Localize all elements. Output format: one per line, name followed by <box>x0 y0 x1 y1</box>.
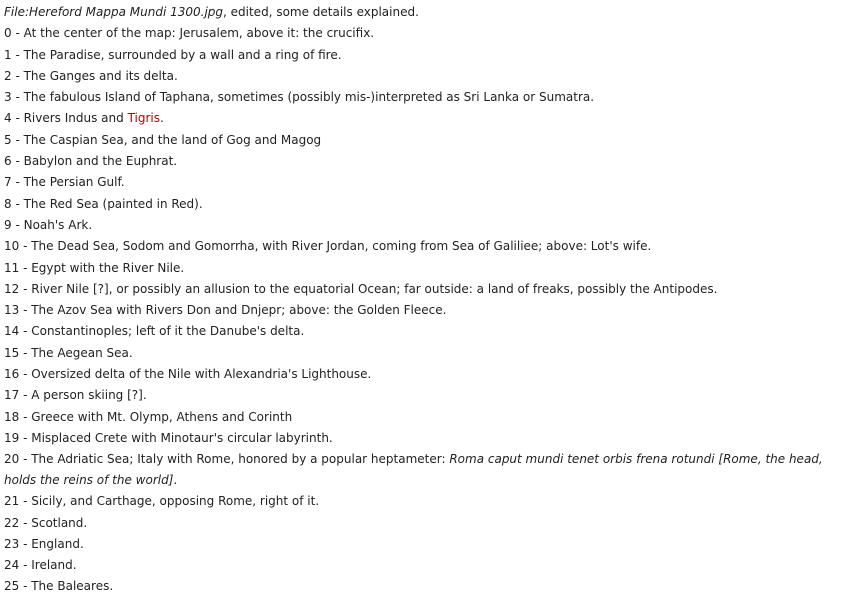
list-item: 5 - The Caspian Sea, and the land of Gog and Magog <box>4 132 322 147</box>
list-item: 16 - Oversized delta of the Nile with Alexandria's Lighthouse. <box>4 367 372 382</box>
list-item-text: . <box>160 111 164 126</box>
list-item: 24 - Ireland. <box>4 558 77 573</box>
list-item: 6 - Babylon and the Euphrat. <box>4 154 178 169</box>
list-item <box>4 108 850 129</box>
list-item: 25 - The Baleares. <box>4 579 114 594</box>
caption-header-rest: , edited, some details explained. <box>223 5 419 19</box>
caption-header <box>4 2 850 23</box>
file-name: File:Hereford Mappa Mundi 1300.jpg <box>4 5 224 19</box>
list-item: 7 - The Persian Gulf. <box>4 175 125 190</box>
list-item: 21 - Sicily, and Carthage, opposing Rome, right of it. <box>4 494 320 509</box>
list-item: 3 - The fabulous Island of Taphana, sometimes (possibly mis-)interpreted as Sri Lanka or Sumatra. <box>4 90 595 105</box>
list-item: 19 - Misplaced Crete with Minotaur's circular labyrinth. <box>4 430 333 445</box>
list-item: 12 - River Nile [?], or possibly an allusion to the equatorial Ocean; far outside: a land of freaks, possibly the Antipodes. <box>4 281 718 296</box>
list-item-text: 20 - The Adriatic Sea; Italy with Rome, honored by a popular heptameter: <box>4 452 450 467</box>
list-item: 2 - The Ganges and its delta. <box>4 68 178 83</box>
list-item: 13 - The Azov Sea with Rivers Don and Dnjepr; above: the Golden Fleece. <box>4 303 447 318</box>
list-item: 15 - The Aegean Sea. <box>4 345 133 360</box>
list-item: 10 - The Dead Sea, Sodom and Gomorrha, with River Jordan, coming from Sea of Galiliee; above: Lot's wife. <box>4 239 652 254</box>
list-item: 22 - Scotland. <box>4 515 88 530</box>
list-item: 11 - Egypt with the River Nile. <box>4 260 185 275</box>
list-item: 1 - The Paradise, surrounded by a wall and a ring of fire. <box>4 47 342 62</box>
list-item: 9 - Noah's Ark. <box>4 217 93 232</box>
list-item: 8 - The Red Sea (painted in Red). <box>4 196 203 211</box>
tigris-link[interactable]: Tigris <box>127 111 161 126</box>
list-item <box>4 449 850 491</box>
heptameter-quote: Roma caput mundi tenet orbis frena rotundi [Rome, the head, holds the reins of the world] <box>4 452 823 488</box>
list-item: 14 - Constantinoples; left of it the Danube's delta. <box>4 324 305 339</box>
list-item-text: . <box>173 473 178 488</box>
list-item: 18 - Greece with Mt. Olymp, Athens and Corinth <box>4 409 293 424</box>
list-item: 17 - A person skiing [?]. <box>4 388 147 403</box>
list-item: 23 - England. <box>4 536 84 551</box>
list-item-text: 4 - Rivers Indus and <box>4 111 128 126</box>
list-item: 0 - At the center of the map: Jerusalem, above it: the crucifix. <box>4 26 375 41</box>
